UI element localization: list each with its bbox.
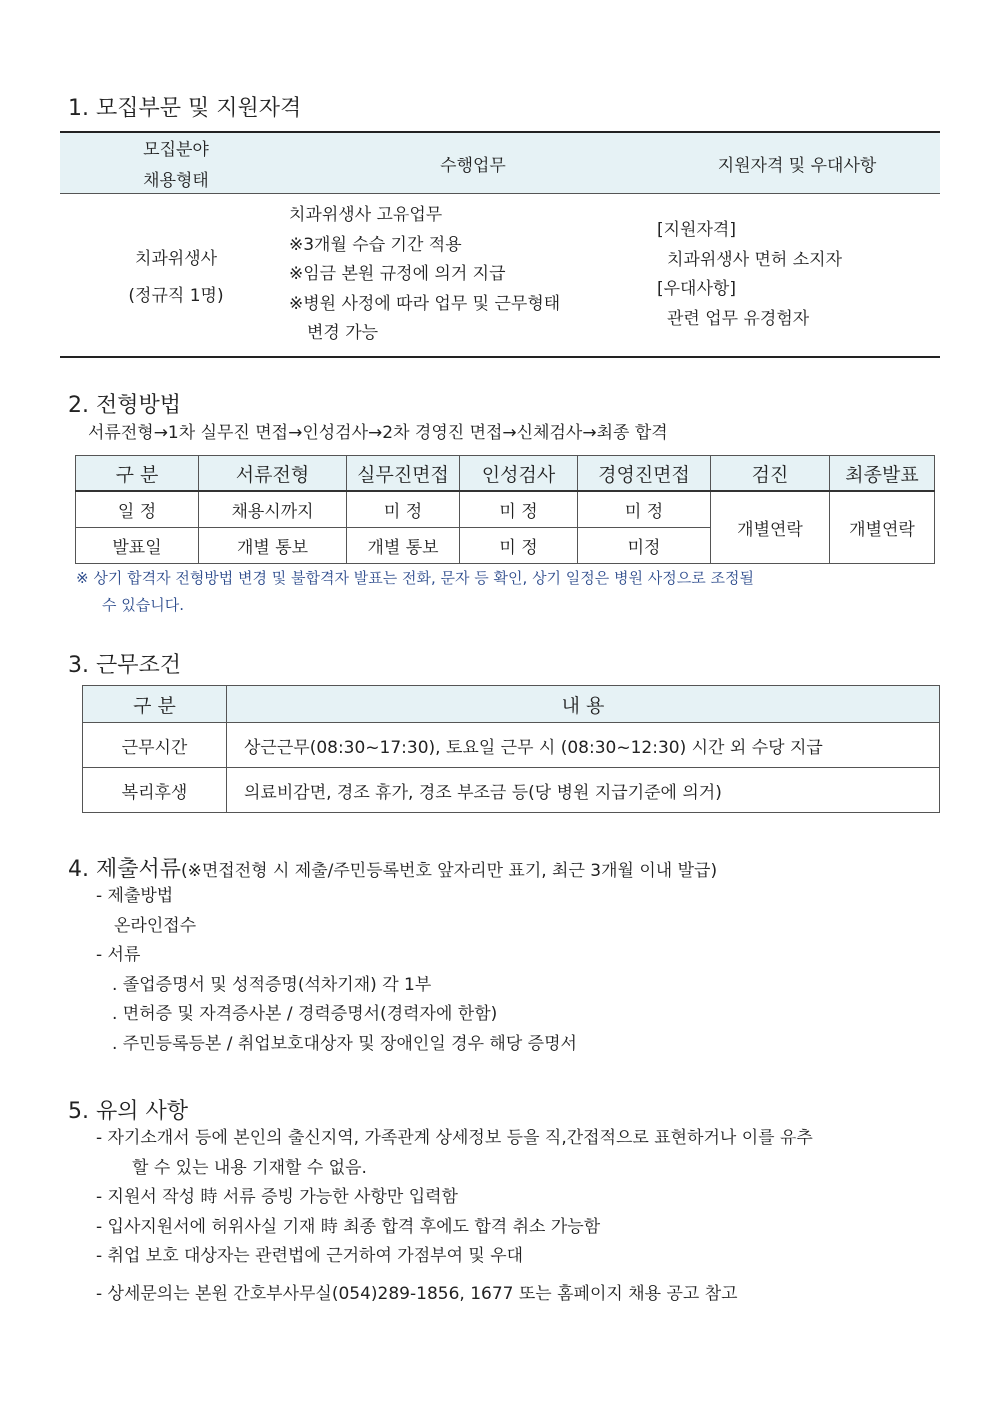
selection-flow: 서류전형→1차 실무진 면접→인성검사→2차 경영진 면접→신체검사→최종 합격 <box>88 423 668 443</box>
table-cell: 미 정 <box>460 491 578 528</box>
col-type-label: 채용형태 <box>143 171 209 191</box>
table-cell: 개별 통보 <box>199 528 347 564</box>
final-cell: 개별연락 <box>830 491 935 564</box>
section1-title: 1. 모집부문 및 지원자격 <box>68 96 302 121</box>
list-item: - 자기소개서 등에 본인의 출신지역, 가족관계 상세정보 등을 직,간접적으로 표현하거나 이를 유추 <box>96 1128 813 1148</box>
list-item: . 졸업증명서 및 성적증명(석차기재) 각 1부 <box>112 974 432 995</box>
field-cell <box>60 194 292 358</box>
table-cell: 일 정 <box>76 491 199 528</box>
table-cell: 미정 <box>578 528 711 564</box>
qual-line: [우대사항] <box>657 279 736 299</box>
table-header-row <box>83 686 940 723</box>
header-cell: 검진 <box>711 456 830 492</box>
section4-note: (※면접전형 시 제출/주민등록번호 앞자리만 표기, 최근 3개월 이내 발급) <box>181 861 718 881</box>
field-type: (정규직 1명) <box>128 286 224 306</box>
list-item: 할 수 있는 내용 기재할 수 없음. <box>132 1157 367 1178</box>
table-cell: 상근근무(08:30~17:30), 토요일 근무 시 (08:30~12:30) 시간 외 수당 지급 <box>227 723 940 768</box>
section2-title: 2. 전형방법 <box>68 393 181 418</box>
table-cell: 개별 통보 <box>347 528 460 564</box>
header-cell: 구 분 <box>76 456 199 492</box>
field-name: 치과위생사 <box>134 249 218 269</box>
section4-title: 4. 제출서류 <box>68 857 181 882</box>
table-cell: 의료비감면, 경조 휴가, 경조 부조금 등(당 병원 지급기준에 의거) <box>227 768 940 813</box>
duty-line: ※임금 본원 규정에 의거 지급 <box>289 264 506 285</box>
table-row <box>83 768 940 813</box>
table-cell: 미 정 <box>460 528 578 564</box>
duty-line: 치과위생사 고유업무 <box>289 205 443 226</box>
qual-line: 치과위생사 면허 소지자 <box>667 249 843 270</box>
header-cell: 인성검사 <box>460 456 578 492</box>
contact-line: - 상세문의는 본원 간호부사무실(054)289-1856, 1677 또는 홈페이지 채용 공고 참고 <box>96 1284 738 1304</box>
notes-list <box>96 1128 813 1276</box>
selection-table <box>75 455 935 564</box>
col-field-label: 모집분야 <box>143 140 209 160</box>
table-cell: 채용시까지 <box>199 491 347 528</box>
list-item: . 면허증 및 자격증사본 / 경력증명서(경력자에 한함) <box>112 1004 498 1024</box>
selection-note-cont: 수 있습니다. <box>102 596 184 614</box>
header-cell: 내 용 <box>227 686 940 723</box>
duty-line: ※병원 사정에 따라 업무 및 근무형태 <box>289 293 561 314</box>
section4-heading <box>68 852 717 883</box>
list-item: . 주민등록등본 / 취업보호대상자 및 장애인일 경우 해당 증명서 <box>112 1033 577 1054</box>
col-field-header <box>60 132 292 194</box>
table-cell: 발표일 <box>76 528 199 564</box>
table-row <box>76 491 935 528</box>
quals-cell <box>654 194 940 358</box>
table-cell: 복리후생 <box>83 768 227 813</box>
table-row <box>83 723 940 768</box>
qual-line: [지원자격] <box>657 220 736 240</box>
list-item: - 지원서 작성 時 서류 증빙 가능한 사항만 입력함 <box>96 1187 458 1207</box>
header-cell: 서류전형 <box>199 456 347 492</box>
list-item: 온라인접수 <box>114 915 197 936</box>
col-quals-header: 지원자격 및 우대사항 <box>654 132 940 194</box>
list-item: - 취업 보호 대상자는 관련법에 근거하여 가점부여 및 우대 <box>96 1246 524 1266</box>
list-item: - 서류 <box>96 945 141 965</box>
qual-line: 관련 업무 유경험자 <box>667 308 810 329</box>
table-header-row <box>76 456 935 492</box>
table-cell: 미 정 <box>578 491 711 528</box>
table-cell: 미 정 <box>347 491 460 528</box>
checkup-cell: 개별연락 <box>711 491 830 564</box>
recruit-table <box>60 131 940 358</box>
header-cell: 실무진면접 <box>347 456 460 492</box>
duty-line: ※3개월 수습 기간 적용 <box>289 234 462 255</box>
header-cell: 최종발표 <box>830 456 935 492</box>
list-item: - 제출방법 <box>96 886 174 906</box>
col-duties-header: 수행업무 <box>292 132 654 194</box>
list-item: - 입사지원서에 허위사실 기재 時 최종 합격 후에도 합격 취소 가능함 <box>96 1216 601 1237</box>
header-cell: 경영진면접 <box>578 456 711 492</box>
selection-note: ※ 상기 합격자 전형방법 변경 및 불합격자 발표는 전화, 문자 등 확인, 상기 일정은 병원 사정으로 조정될 <box>76 569 754 587</box>
section3-title: 3. 근무조건 <box>68 653 181 678</box>
duties-cell <box>289 194 654 358</box>
table-cell: 근무시간 <box>83 723 227 768</box>
section5-title: 5. 유의 사항 <box>68 1099 188 1124</box>
duty-line: 변경 가능 <box>307 323 379 344</box>
header-cell: 구 분 <box>83 686 227 723</box>
work-table <box>82 685 940 813</box>
documents-list <box>96 886 577 1063</box>
